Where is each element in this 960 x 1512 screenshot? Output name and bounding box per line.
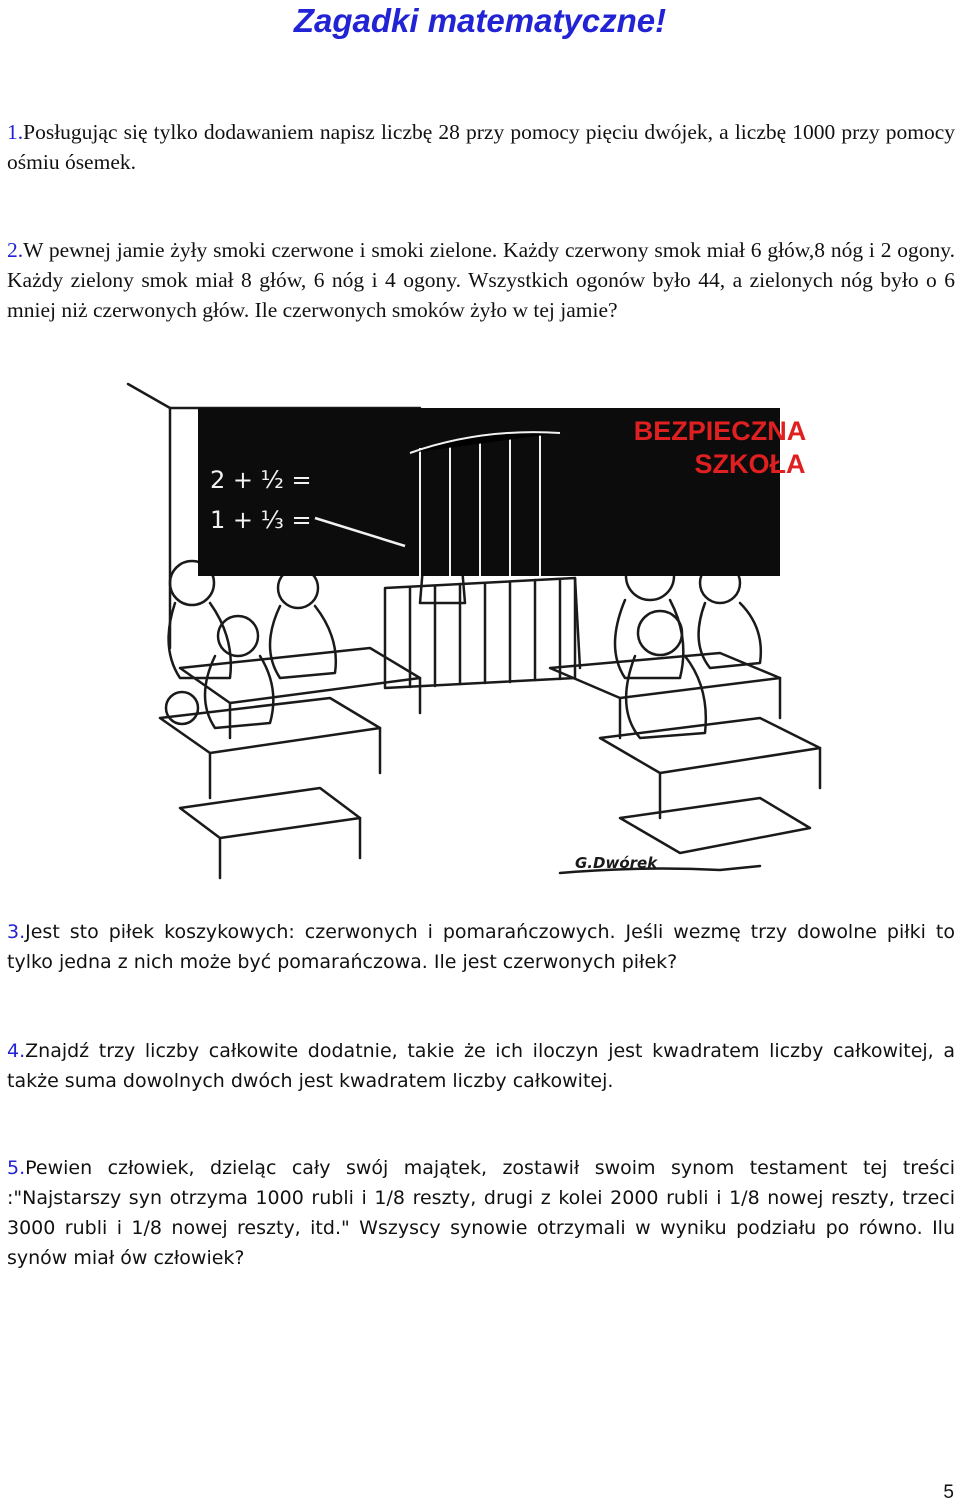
board-line-2: 1 + ⅓ = bbox=[210, 506, 312, 534]
puzzle-number: 5. bbox=[7, 1157, 26, 1179]
puzzle-text: W pewnej jamie żyły smoki czerwone i smoki zielone. Każdy czerwony smok miał 6 głów,8 nóg i 2 ogony. Każdy zielony smok miał 8 głów, 6 nóg i 4 ogony. Wszystkich ogonów było 44, a zielonych nóg było o 6 mniej niż czerwonych głów. Ile czerwonych smoków żyło w tej jamie? bbox=[7, 238, 955, 322]
cartoon-signature: G.Dwórek bbox=[575, 854, 658, 872]
puzzle-number: 1. bbox=[7, 120, 24, 144]
cartoon-caption-line-1: BEZPIECZNA bbox=[633, 416, 807, 446]
puzzle-5 bbox=[7, 1153, 955, 1273]
puzzle-3 bbox=[7, 917, 955, 977]
puzzle-text: Jest sto piłek koszykowych: czerwonych i pomarańczowych. Jeśli wezmę trzy dowolne piłki to tylko jedna z nich może być pomarańczowa. Ile jest czerwonych piłek? bbox=[7, 921, 955, 973]
puzzle-4 bbox=[7, 1036, 955, 1096]
puzzle-text: Pewien człowiek, dzieląc cały swój majątek, zostawił swoim synom testament tej treści :"Najstarszy syn otrzyma 1000 rubli i 1/8 reszty, drugi z kolei 2000 rubli i 1/8 nowej reszty, trzeci 3000 rubli i 1/8 nowej reszty, itd." Wszyscy synowie otrzymali w wyniku podziału po równo. Ilu synów miał ów człowiek? bbox=[7, 1157, 955, 1269]
puzzle-text: Posługując się tylko dodawaniem napisz liczbę 28 przy pomocy pięciu dwójek, a liczbę 1000 przy pomocy ośmiu ósemek. bbox=[7, 120, 955, 174]
puzzle-number: 4. bbox=[7, 1040, 26, 1062]
cartoon-caption-line-2: SZKOŁA bbox=[694, 449, 806, 479]
classroom-cartoon bbox=[120, 378, 840, 888]
puzzle-1 bbox=[7, 117, 955, 177]
page-title: Zagadki matematyczne! bbox=[293, 2, 667, 39]
board-line-1: 2 + ½ = bbox=[210, 466, 312, 494]
puzzle-2 bbox=[7, 235, 955, 325]
page-number: 5 bbox=[943, 1482, 954, 1503]
puzzle-text: Znajdź trzy liczby całkowite dodatnie, takie że ich iloczyn jest kwadratem liczby całkowitej, a także suma dowolnych dwóch jest kwadratem liczby całkowitej. bbox=[7, 1040, 955, 1092]
puzzle-number: 2. bbox=[7, 238, 24, 262]
puzzle-number: 3. bbox=[7, 921, 26, 943]
